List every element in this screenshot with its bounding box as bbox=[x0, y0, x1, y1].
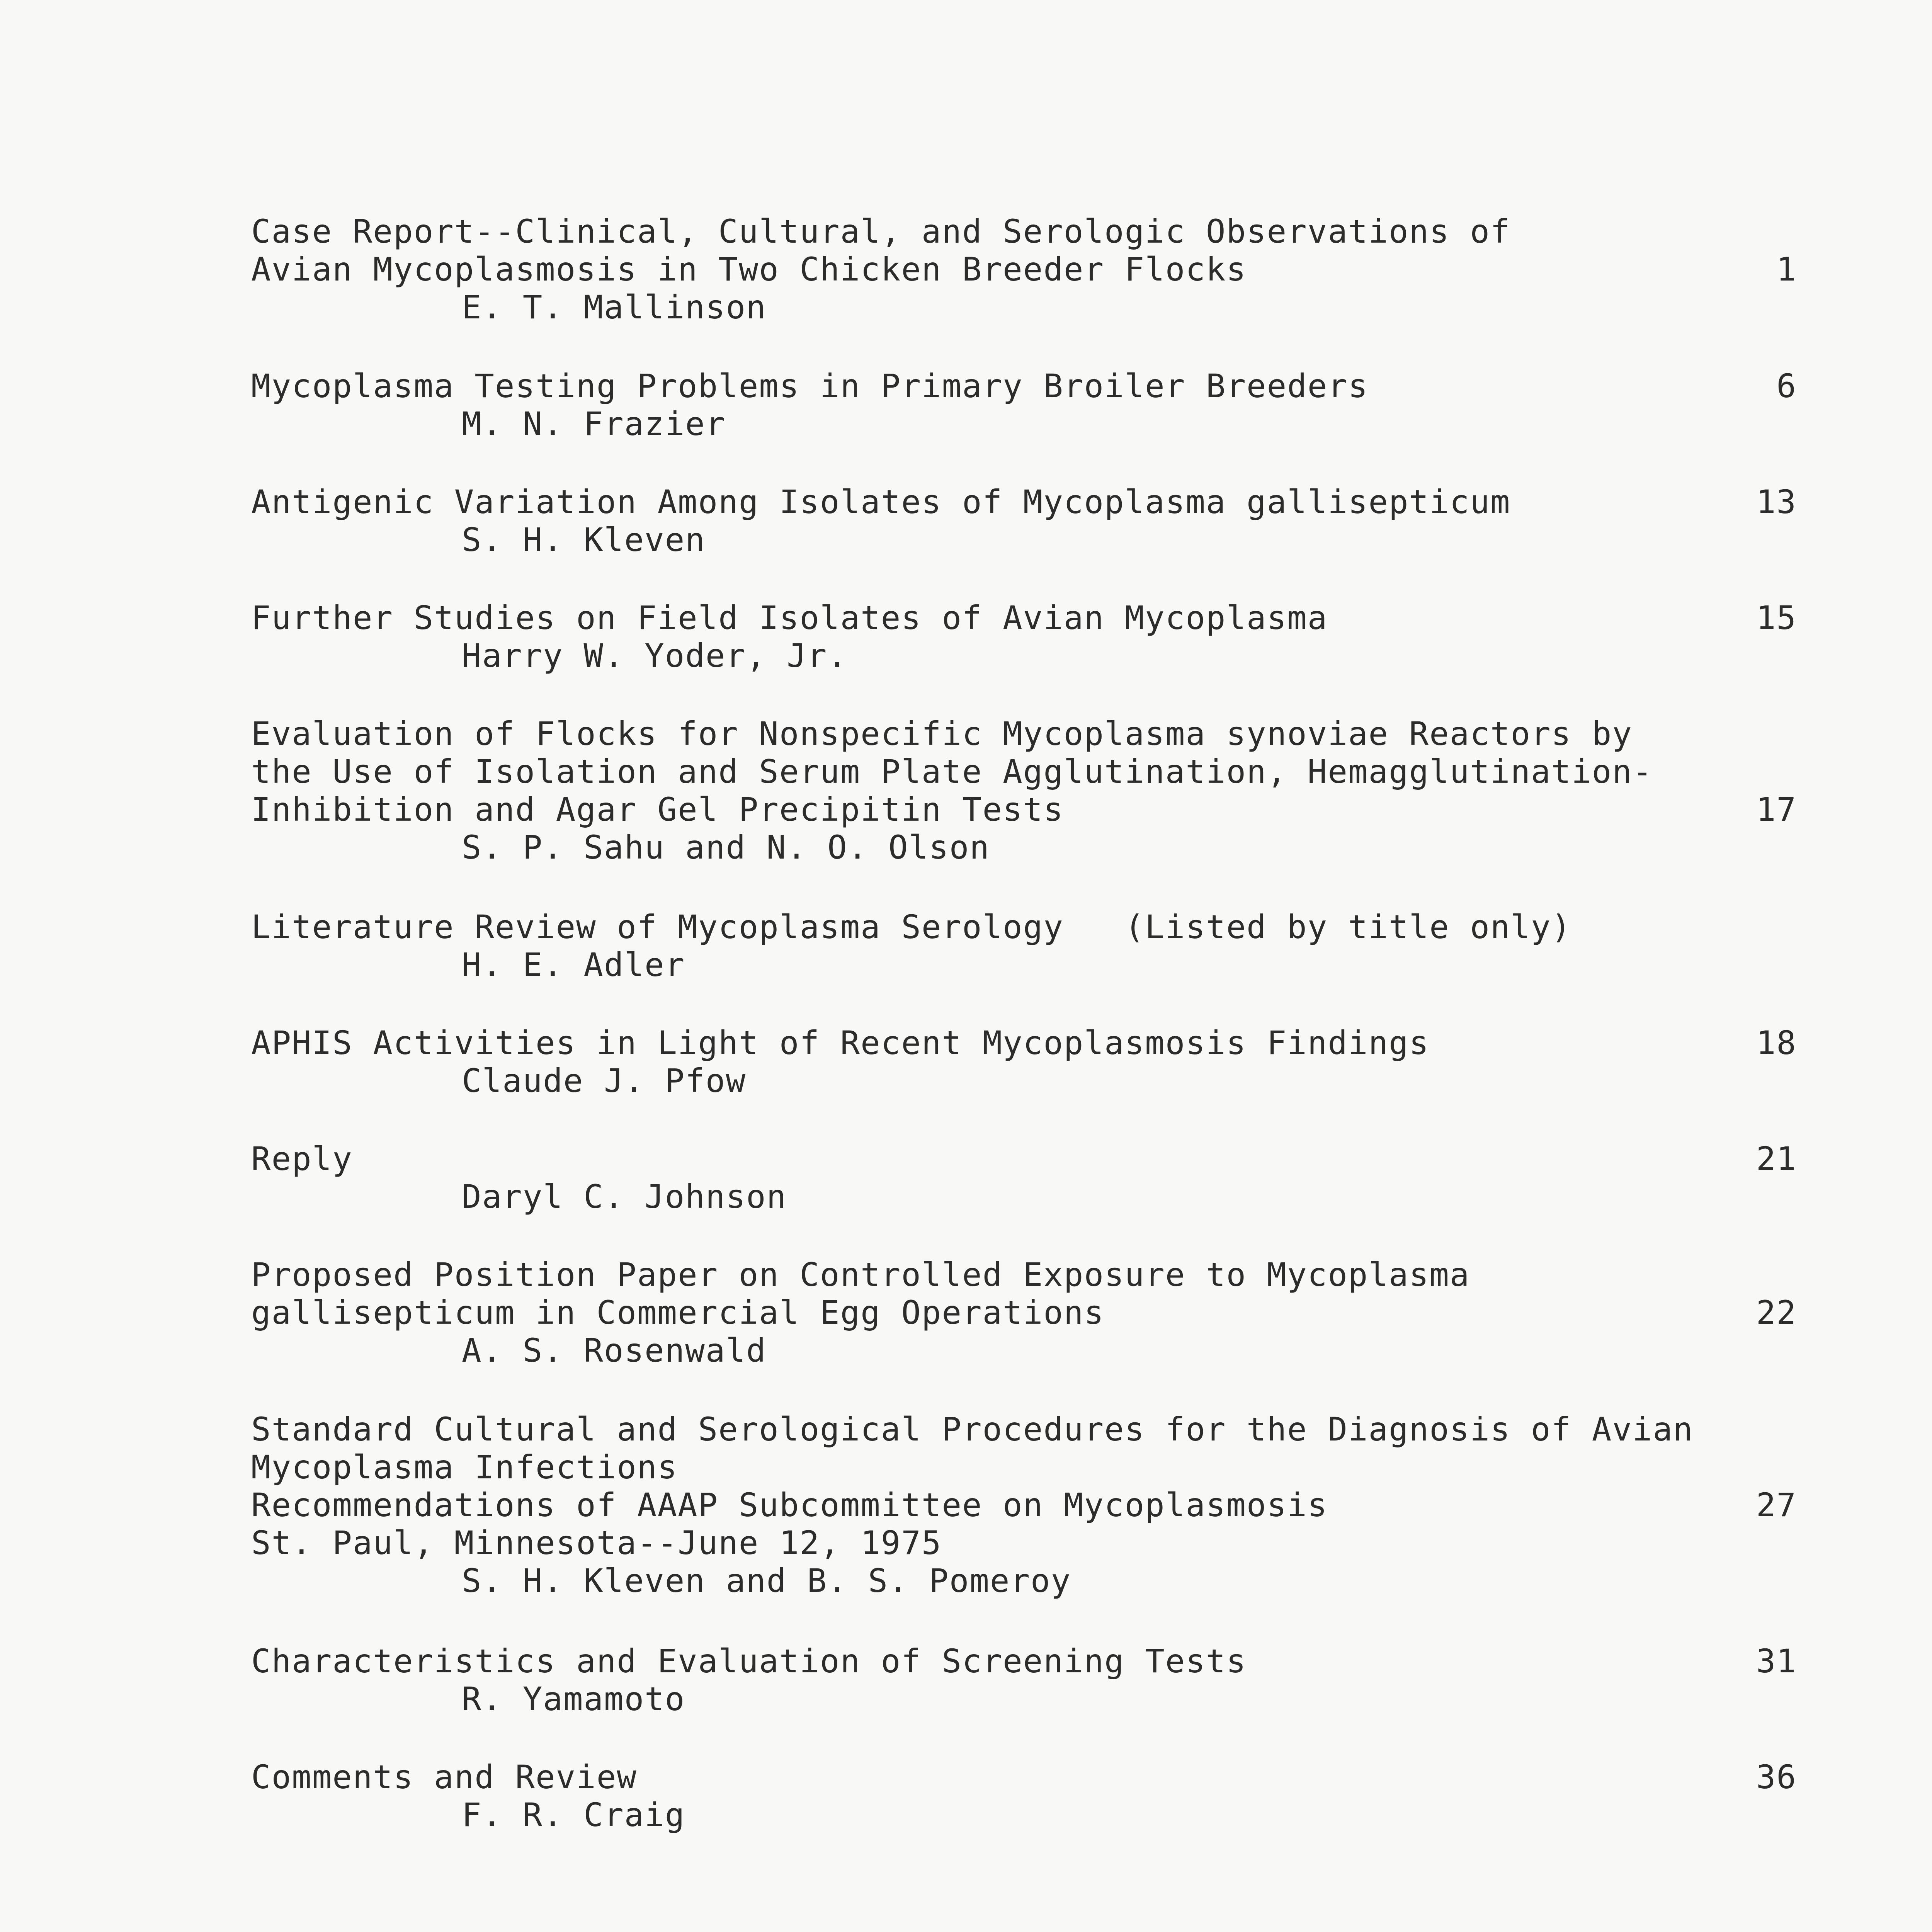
entry-title-line: the Use of Isolation and Serum Plate Agglutination, Hemagglutination- bbox=[251, 753, 1653, 791]
entry-author: F. R. Craig bbox=[462, 1796, 685, 1834]
entry-author: Daryl C. Johnson bbox=[462, 1178, 787, 1216]
entry-title-line: Recommendations of AAAP Subcommittee on Mycoplasmosis bbox=[251, 1486, 1328, 1524]
entry-page-number: 36 bbox=[1756, 1758, 1797, 1796]
table-of-contents bbox=[251, 0, 1797, 1932]
toc-entry bbox=[251, 599, 1797, 675]
entry-author: H. E. Adler bbox=[462, 946, 685, 984]
toc-entry bbox=[251, 1140, 1797, 1216]
toc-entry bbox=[251, 1642, 1797, 1718]
entry-title-line: Mycoplasma Infections bbox=[251, 1448, 678, 1486]
entry-title-line: Literature Review of Mycoplasma Serology (Listed by title only) bbox=[251, 908, 1572, 946]
entry-title-line: Reply bbox=[251, 1140, 353, 1178]
entry-title-line: Characteristics and Evaluation of Screening Tests bbox=[251, 1642, 1247, 1680]
toc-entry bbox=[251, 367, 1797, 443]
entry-page-number: 22 bbox=[1756, 1294, 1797, 1332]
entry-author: S. H. Kleven bbox=[462, 521, 706, 559]
entry-author: Claude J. Pfow bbox=[462, 1062, 747, 1100]
entry-author: S. P. Sahu and N. O. Olson bbox=[462, 828, 990, 866]
entry-author: E. T. Mallinson bbox=[462, 288, 767, 326]
entry-title-line: Standard Cultural and Serological Procedures for the Diagnosis of Avian bbox=[251, 1410, 1694, 1448]
entry-title-line: Proposed Position Paper on Controlled Exposure to Mycoplasma bbox=[251, 1256, 1470, 1294]
toc-entry bbox=[251, 908, 1797, 984]
entry-page-number: 1 bbox=[1776, 250, 1797, 288]
entry-page-number: 15 bbox=[1756, 599, 1797, 637]
toc-entry bbox=[251, 213, 1797, 326]
toc-entry bbox=[251, 1024, 1797, 1100]
entry-title-line: Mycoplasma Testing Problems in Primary Broiler Breeders bbox=[251, 367, 1369, 405]
entry-title-line: gallisepticum in Commercial Egg Operations bbox=[251, 1294, 1105, 1332]
entry-page-number: 21 bbox=[1756, 1140, 1797, 1178]
toc-entry bbox=[251, 715, 1797, 866]
toc-entry bbox=[251, 483, 1797, 559]
entry-author: R. Yamamoto bbox=[462, 1680, 685, 1718]
entry-title-line: Antigenic Variation Among Isolates of Mycoplasma gallisepticum bbox=[251, 483, 1511, 521]
entry-title-line: Evaluation of Flocks for Nonspecific Mycoplasma synoviae Reactors by bbox=[251, 715, 1633, 753]
toc-entry bbox=[251, 1410, 1797, 1600]
entry-title-line: Case Report--Clinical, Cultural, and Serologic Observations of bbox=[251, 213, 1511, 250]
entry-author: Harry W. Yoder, Jr. bbox=[462, 637, 848, 675]
entry-title-line: Avian Mycoplasmosis in Two Chicken Breeder Flocks bbox=[251, 250, 1247, 288]
entry-title-line: Comments and Review bbox=[251, 1758, 637, 1796]
entry-page-number: 31 bbox=[1756, 1642, 1797, 1680]
entry-title-line: APHIS Activities in Light of Recent Mycoplasmosis Findings bbox=[251, 1024, 1430, 1062]
entry-author: M. N. Frazier bbox=[462, 405, 726, 443]
entry-page-number: 13 bbox=[1756, 483, 1797, 521]
entry-author: S. H. Kleven and B. S. Pomeroy bbox=[462, 1562, 1071, 1600]
entry-author: A. S. Rosenwald bbox=[462, 1332, 767, 1369]
entry-title-line: Further Studies on Field Isolates of Avian Mycoplasma bbox=[251, 599, 1328, 637]
entry-page-number: 6 bbox=[1776, 367, 1797, 405]
entry-page-number: 18 bbox=[1756, 1024, 1797, 1062]
entry-title-line: St. Paul, Minnesota--June 12, 1975 bbox=[251, 1524, 942, 1562]
toc-entry bbox=[251, 1256, 1797, 1369]
toc-entry bbox=[251, 1758, 1797, 1834]
entry-page-number: 17 bbox=[1756, 791, 1797, 828]
entry-title-line: Inhibition and Agar Gel Precipitin Tests bbox=[251, 791, 1064, 828]
entry-page-number: 27 bbox=[1756, 1486, 1797, 1524]
